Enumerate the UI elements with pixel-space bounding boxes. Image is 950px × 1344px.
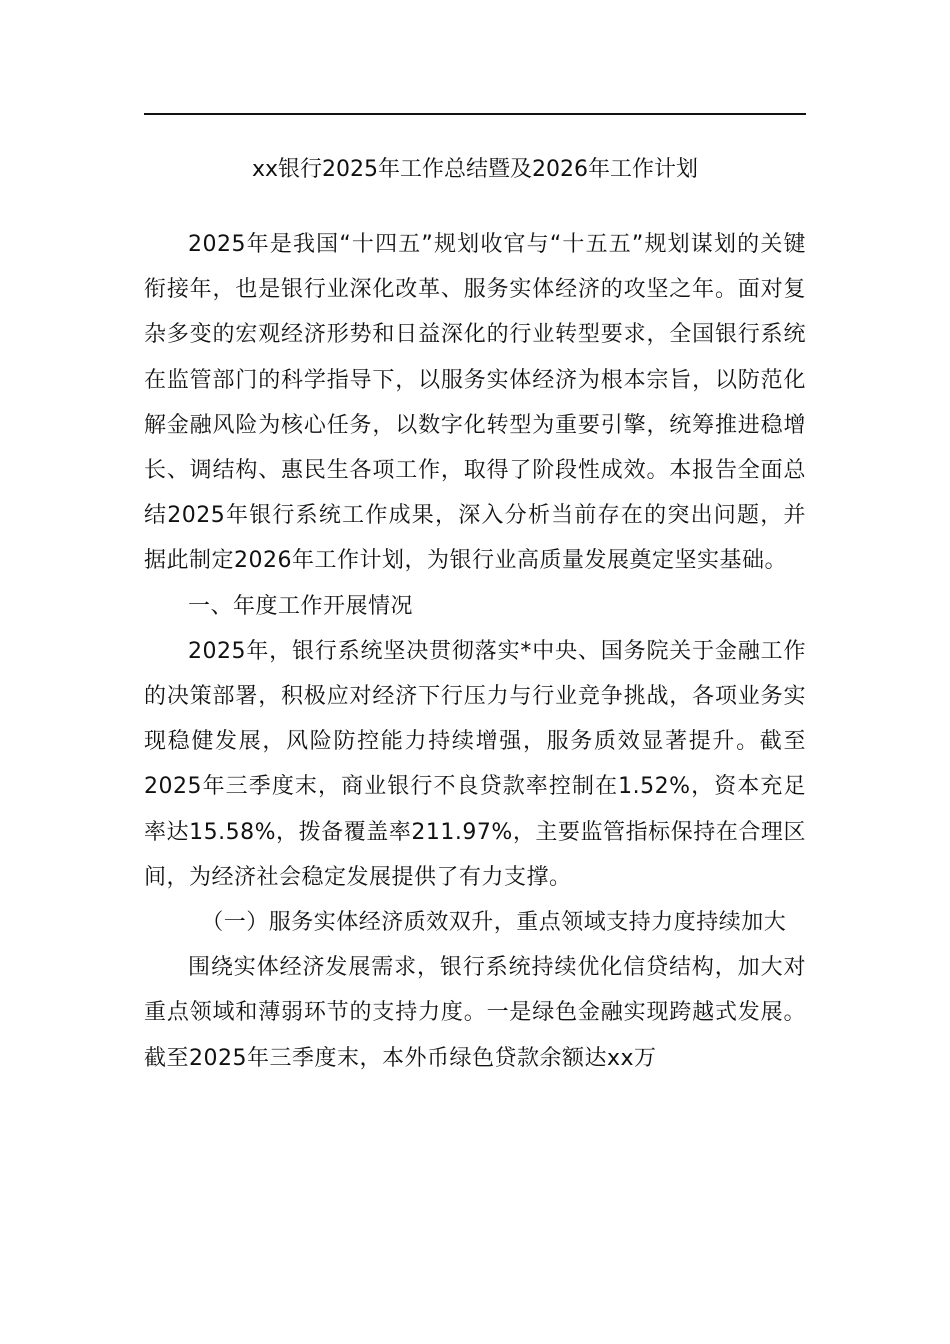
subsection-1-paragraph: 围绕实体经济发展需求，银行系统持续优化信贷结构，加大对重点领域和薄弱环节的支持力度。一是绿色金融实现跨越式发展。截至2025年三季度末，本外币绿色贷款余额达xx万 (144, 955, 806, 1071)
subsection-heading-1: （一）服务实体经济质效双升，重点领域支持力度持续加大 (201, 910, 787, 936)
intro-paragraph: 2025年是我国“十四五”规划收官与“十五五”规划谋划的关键衔接年，也是银行业深化改革、服务实体经济的攻坚之年。面对复杂多变的宏观经济形势和日益深化的行业转型要求，全国银行系统在监管部门的科学指导下，以服务实体经济为根本宗旨，以防范化解金融风险为核心任务，以数字化转型为重要引擎，统筹推进稳增长、调结构、惠民生各项工作，取得了阶段性成效。本报告全面总结2025年银行系统工作成果，深入分析当前存在的突出问题，并据此制定2026年工作计划，为银行业高质量发展奠定坚实基础。 (144, 232, 806, 574)
section-1-paragraph: 2025年，银行系统坚决贯彻落实*中央、国务院关于金融工作的决策部署，积极应对经济下行压力与行业竞争挑战，各项业务实现稳健发展，风险防控能力持续增强，服务质效显著提升。截至2025年三季度末，商业银行不良贷款率控制在1.52%，资本充足率达15.58%，拨备覆盖率211.97%，主要监管指标保持在合理区间，为经济社会稳定发展提供了有力支撑。 (144, 638, 806, 890)
section-heading-1: 一、年度工作开展情况 (188, 593, 414, 619)
document-body (144, 222, 806, 1081)
header-rule (144, 113, 806, 115)
document-title: xx银行2025年工作总结暨及2026年工作计划 (251, 157, 699, 182)
